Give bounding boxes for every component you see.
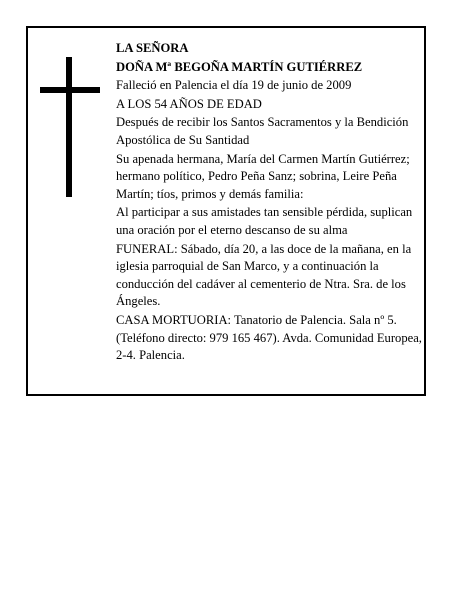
request-paragraph: Al participar a sus amistades tan sensible pérdida, suplican una oración por el eterno descanso de su alma [116,205,413,237]
notice-heading: LA SEÑORA [116,41,189,55]
cross-horizontal-bar [40,87,100,93]
cross-icon [40,57,100,197]
notice-text [116,40,422,366]
obituary-notice [26,26,426,396]
cross-vertical-bar [66,57,72,197]
sacraments-paragraph: Después de recibir los Santos Sacramentos y la Bendición Apostólica de Su Santidad [116,115,409,147]
funeral-paragraph: FUNERAL: Sábado, día 20, a las doce de la mañana, en la iglesia parroquial de San Marco, y a continuación la conducción del cadáver al cementerio de Ntra. Sra. de los Ángeles. [116,241,412,309]
family-paragraph: Su apenada hermana, María del Carmen Martín Gutiérrez; hermano político, Pedro Peña Sanz; sobrina, Leire Peña Martín; tíos, primos y demás familia: [116,151,410,201]
mortuary-paragraph: CASA MORTUORIA: Tanatorio de Palencia. Sala nº 5. (Teléfono directo: 979 165 467). Avda. Comunidad Europea, 2-4. Palencia. [116,312,422,363]
age-line: A LOS 54 AÑOS DE EDAD [116,96,262,111]
deceased-name: DOÑA Mª BEGOÑA MARTÍN GUTIÉRREZ [116,59,363,74]
death-line: Falleció en Palencia el día 19 de junio de 2009 [116,78,352,93]
